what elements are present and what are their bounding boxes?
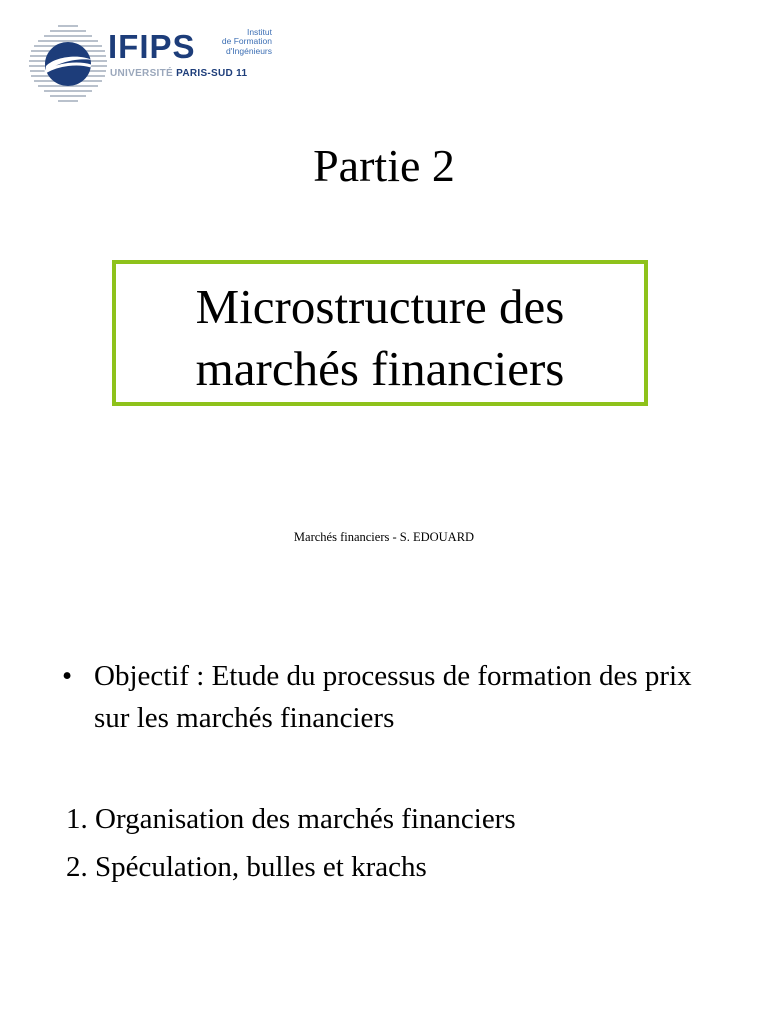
objective-text: Objectif : Etude du processus de formation des prix sur les marchés financiers	[94, 660, 692, 734]
ifips-logo	[28, 22, 272, 106]
slide-footer-note: Marchés financiers - S. EDOUARD	[293, 530, 475, 544]
main-title-line: marchés financiers	[195, 341, 565, 396]
logo-university	[110, 69, 247, 79]
logo-university-prefix: UNIVERSITÉ	[110, 68, 174, 79]
main-title-line: Microstructure des	[195, 279, 565, 334]
logo-tagline-line: de Formation	[221, 36, 272, 47]
part-title: Partie 2	[313, 140, 455, 191]
numbered-list	[66, 795, 516, 891]
main-title-box	[112, 260, 648, 406]
bullet-icon: •	[62, 660, 73, 692]
logo-tagline-line: d'Ingénieurs	[225, 45, 272, 56]
logo-tagline	[202, 28, 272, 56]
objective-bullet	[62, 655, 702, 739]
list-item: 1. Organisation des marchés financiers	[66, 803, 516, 835]
logo-tagline-line: Institut	[246, 27, 272, 37]
list-item: 2. Spéculation, bulles et krachs	[66, 851, 427, 883]
ifips-emblem-icon	[28, 22, 108, 104]
logo-wordmark: IFIPS	[108, 28, 196, 65]
logo-university-name: PARIS-SUD 11	[176, 68, 248, 79]
